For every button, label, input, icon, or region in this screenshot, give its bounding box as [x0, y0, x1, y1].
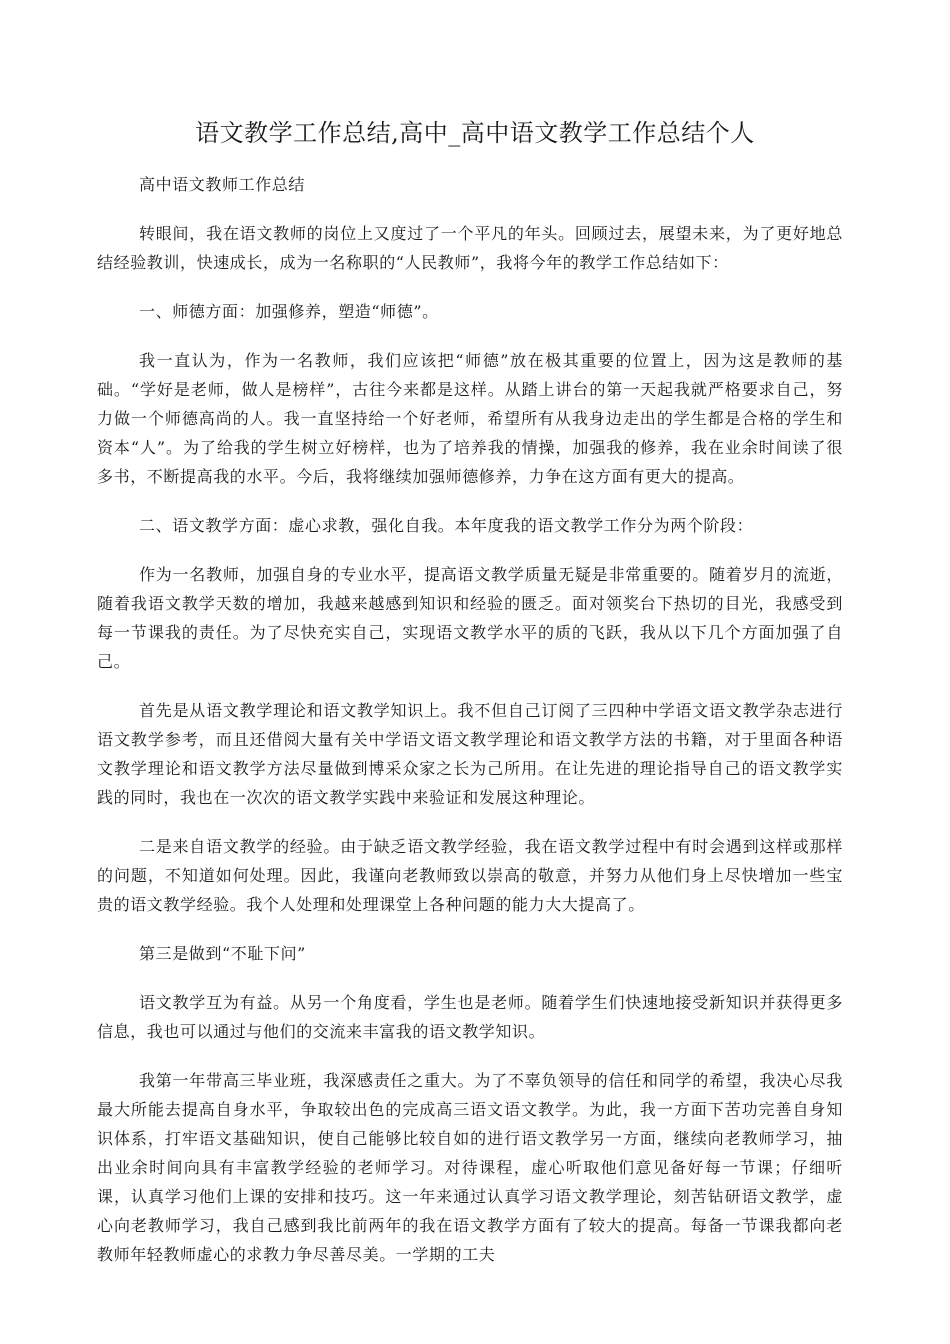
body-paragraph: 二是来自语文教学的经验。由于缺乏语文教学经验，我在语文教学过程中有时会遇到这样或那样的问题，不知道如何处理。因此，我谨向老教师致以崇高的敬意，并努力从他们身上尽快增加一些宝贵的语文教学经验。我个人处理和处理课堂上各种问题的能力大大提高了。	[97, 837, 843, 914]
section-heading-paragraph: 一、师德方面：加强修养，塑造“师德”。	[139, 302, 439, 321]
body-paragraph: 我第一年带高三毕业班，我深感责任之重大。为了不辜负领导的信任和同学的希望，我决心尽我最大所能去提高自身水平，争取较出色的完成高三语文语文教学。为此，我一方面下苦功完善自身知识体系，打牢语文基础知识，使自己能够比较自如的进行语文教学另一方面，继续向老教师学习，抽出业余时间向具有丰富教学经验的老师学习。对待课程，虚心听取他们意见备好每一节课；仔细听课，认真学习他们上课的安排和技巧。这一年来通过认真学习语文教学理论，刻苦钻研语文教学，虚心向老教师学习，我自己感到我比前两年的我在语文教学方面有了较大的提高。每备一节课我都向老教师年轻教师虚心的求教力争尽善尽美。一学期的工夫	[97, 1071, 843, 1264]
document-body	[97, 170, 843, 1289]
body-paragraph: 作为一名教师，加强自身的专业水平，提高语文教学质量无疑是非常重要的。随着岁月的流逝，随着我语文教学天数的增加，我越来越感到知识和经验的匮乏。面对领奖台下热切的目光，我感受到每一节课我的责任。为了尽快充实自己，实现语文教学水平的质的飞跃，我从以下几个方面加强了自己。	[97, 565, 843, 671]
body-paragraph: 首先是从语文教学理论和语文教学知识上。我不但自己订阅了三四种中学语文语文教学杂志进行语文教学参考，而且还借阅大量有关中学语文语文教学理论和语文教学方法的书籍，对于里面各种语文教学理论和语文教学方法尽量做到博采众家之长为己所用。在让先进的理论指导自己的语文教学实践的同时，我也在一次次的语文教学实践中来验证和发展这种理论。	[97, 701, 843, 807]
intro-paragraph: 转眼间，我在语文教师的岗位上又度过了一个平凡的年头。回顾过去，展望未来，为了更好地总结经验教训，快速成长，成为一名称职的“人民教师”，我将今年的教学工作总结如下：	[97, 224, 843, 272]
section-heading-paragraph: 第三是做到“不耻下问”	[139, 944, 306, 963]
body-paragraph: 我一直认为，作为一名教师，我们应该把“师德”放在极其重要的位置上，因为这是教师的基础。“学好是老师，做人是榜样”，古往今来都是这样。从踏上讲台的第一天起我就严格要求自己，努力做一个师德高尚的人。我一直坚持给一个好老师，希望所有从我身边走出的学生都是合格的学生和资本“人”。为了给我的学生树立好榜样，也为了培养我的情操，加强我的修养，我在业余时间读了很多书，不断提高我的水平。今后，我将继续加强师德修养，力争在这方面有更大的提高。	[97, 351, 843, 486]
document-title: 语文教学工作总结,高中_高中语文教学工作总结个人	[195, 119, 755, 147]
body-paragraph: 语文教学互为有益。从另一个角度看，学生也是老师。随着学生们快速地接受新知识并获得更多信息，我也可以通过与他们的交流来丰富我的语文教学知识。	[97, 993, 843, 1041]
section-heading-paragraph: 二、语文教学方面：虚心求教，强化自我。本年度我的语文教学工作分为两个阶段：	[139, 516, 754, 535]
section-heading-paragraph: 高中语文教师工作总结	[139, 175, 306, 194]
